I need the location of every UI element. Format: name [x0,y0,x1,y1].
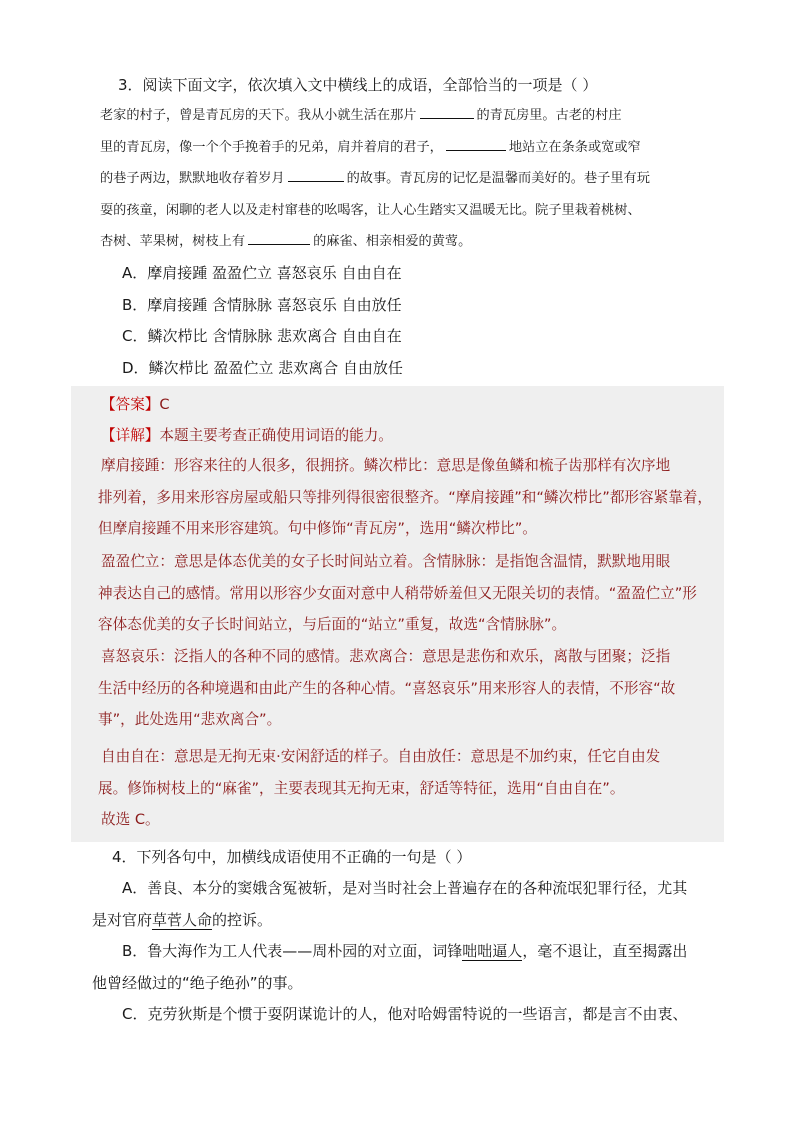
question-3-stem: 3．阅读下面文字，依次填入文中横线上的成语，全部恰当的一项是（ ） [118,76,598,94]
option-a-line: A．善良、本分的窦娥含冤被斩，是对当时社会上普遍存在的各种流氓犯罪行径，尤其 [122,879,688,897]
option-text: B．鲁大海作为工人代表——周朴园的对立面，词锋 [122,942,463,960]
fill-blank-4 [248,229,310,245]
passage-text: 里的青瓦房，像一个个手挽着手的兄弟，肩并着肩的君子， [100,139,443,155]
option-text: 的控诉。 [212,910,273,929]
passage-text: 地站立在条条或宽或窄 [508,139,641,155]
passage-text: 杏树、苹果树，树枝上有 [100,234,246,249]
option-c-line: C．克劳狄斯是个惯于耍阴谋诡计的人，他对哈姆雷特说的一些语言，都是言不由衷、 [122,1005,688,1023]
underlined-idiom: 咄咄逼人 [462,942,523,960]
option-text: 是对官府 [92,910,153,929]
explanation-line: 事”，此处选用“悲欢离合”。 [98,711,282,728]
fill-blank-1 [420,103,474,119]
passage-line [100,226,740,258]
fill-blank-3 [288,166,344,182]
explanation-line: 喜怒哀乐：泛指人的各种不同的感情。悲欢离合：意思是悲伤和欢乐，离散与团聚；泛指 [101,648,671,665]
explanation-paragraph-4 [98,741,723,836]
explanation-line: 展。修饰树枝上的“麻雀”，主要表现其无拘无束，舒适等特征，选用“自由自在”。 [98,779,625,797]
underlined-idiom: 草菅人命 [152,910,213,929]
explanation-paragraph-3 [98,641,723,736]
explanation-line: 容体态优美的女子长时间站立，与后面的“站立”重复，故选“含情脉脉”。 [98,616,567,633]
answer-tag: 【答案】 [101,396,160,413]
option-b-line [92,936,687,968]
explanation-line: 自由自在：意思是无拘无束·安闲舒适的样子。自由放任：意思是不加约束，任它自由发 [101,748,661,765]
passage-line [100,163,740,195]
question-4-options [92,873,687,1031]
option-a-line [92,905,687,937]
answer-value: C [159,396,170,413]
option-b-line: 他曾经做过的“绝子绝孙”的事。 [92,973,303,992]
explanation-paragraph-1 [98,450,723,545]
passage-text: 的麻雀、相亲相爱的黄莺。 [313,234,472,249]
explanation-line: 摩肩接踵：形容来往的人很多，很拥挤。鳞次栉比：意思是像鱼鳞和梳子齿那样有次序地 [101,457,671,474]
question-4-stem: 4．下列各句中，加横线成语使用不正确的一句是（ ） [112,848,472,866]
passage-text: 的巷子两边，默默地收存着岁月 [100,171,285,186]
passage-text: 的故事。青瓦房的记忆是温馨而美好的。巷子里有玩 [346,171,650,186]
explanation-line: 生活中经历的各种境遇和由此产生的各种心情。“喜怒哀乐”用来形容人的表情，不形容“故 [98,679,676,697]
passage-line [100,195,740,227]
passage-line [100,100,740,132]
fill-blank-2 [446,135,506,151]
option-text: ，毫不退让，直至揭露出 [522,942,688,960]
passage-text: 老家的村子，曾是青瓦房的天下。我从小就生活在那片 [100,108,417,123]
explanation-line: 但摩肩接踵不用来形容建筑。句中修饰“青瓦房”，选用“鳞次栉比”。 [98,520,537,537]
question-3-options [122,258,403,384]
passage-text: 耍的孩童，闲聊的老人以及走村窜巷的吆喝客，让人心生踏实又温暖无比。院子里栽着桃树、 [100,202,641,218]
question-3-passage [100,100,740,258]
option-d: D．鳞次栉比 盈盈伫立 悲欢离合 自由放任 [122,358,403,377]
passage-line [100,132,740,164]
explanation-line: 神表达自己的感情。常用以形容少女面对意中人稍带娇羞但又无限关切的表情。“盈盈伫立”形 [98,584,697,602]
option-c: C．鳞次栉比 含情脉脉 悲欢离合 自由自在 [122,327,402,345]
detail-line [101,424,393,445]
explanation-conclusion: 故选 C。 [101,811,160,828]
detail-intro: 本题主要考查正确使用词语的能力。 [159,427,393,444]
explanation-line: 盈盈伫立：意思是体态优美的女子长时间站立着。含情脉脉：是指饱含温情，默默地用眼 [101,553,671,570]
detail-tag: 【详解】 [101,427,160,444]
option-b: B．摩肩接踵 含情脉脉 喜怒哀乐 自由放任 [122,295,402,314]
explanation-line: 排列着，多用来形容房屋或船只等排列得很密很整齐。“摩肩接踵”和“鳞次栉比”都形容紧靠着， [98,488,712,506]
passage-text: 的青瓦房里。古老的村庄 [476,108,622,123]
answer-line [101,393,170,414]
option-a: A．摩肩接踵 盈盈伫立 喜怒哀乐 自由自在 [122,264,402,282]
explanation-paragraph-2 [98,546,723,641]
